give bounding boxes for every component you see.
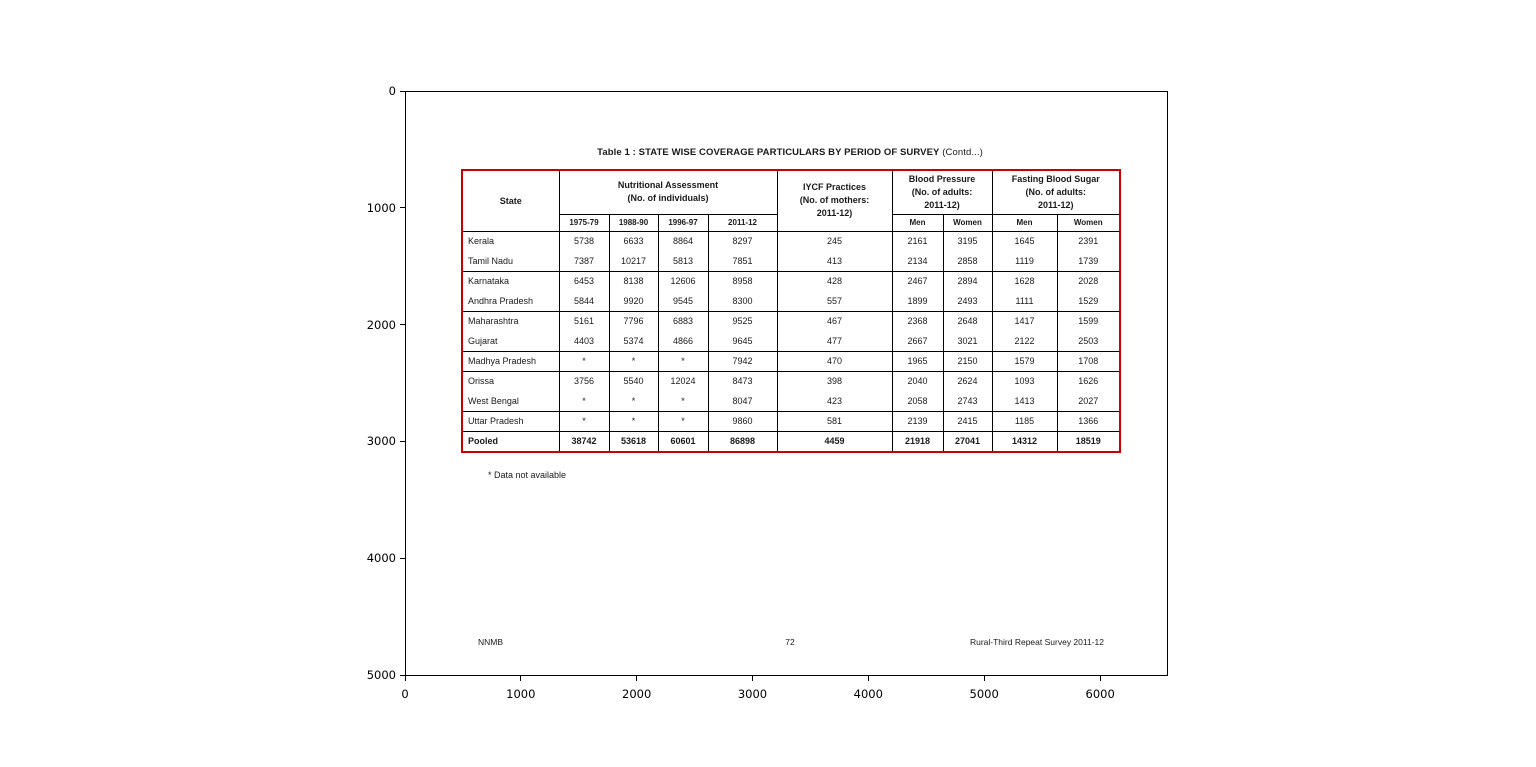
footer-right: Rural-Third Repeat Survey 2011-12: [969, 637, 1104, 647]
value-cell: *: [559, 391, 609, 411]
value-cell: *: [609, 391, 658, 411]
value-cell: 4403: [559, 331, 609, 351]
value-cell: 467: [777, 311, 892, 331]
table-body: [462, 231, 1120, 452]
value-cell: *: [609, 351, 658, 371]
table-row: [462, 391, 1120, 411]
x-tick-mark: [984, 676, 985, 681]
header-fasting-blood-sugar: [992, 170, 1120, 214]
value-cell: 1599: [1057, 311, 1120, 331]
table-row: [462, 351, 1120, 371]
header-line: (No. of adults:: [1025, 186, 1087, 197]
value-cell: 3756: [559, 371, 609, 391]
plot-area: [405, 91, 1168, 676]
state-cell: Kerala: [462, 231, 559, 251]
y-tick-label: 2000: [366, 317, 396, 332]
value-cell: 1529: [1057, 291, 1120, 311]
header-bp-women: Women: [943, 214, 992, 231]
value-cell: 6883: [658, 311, 708, 331]
state-cell: Tamil Nadu: [462, 251, 559, 271]
value-cell: 2858: [943, 251, 992, 271]
value-cell: 1111: [992, 291, 1057, 311]
table-row: [462, 251, 1120, 271]
state-cell: Orissa: [462, 371, 559, 391]
value-cell: 2415: [943, 411, 992, 431]
value-cell: 1628: [992, 271, 1057, 291]
header-state: State: [462, 170, 559, 231]
value-cell: 6633: [609, 231, 658, 251]
x-tick-label: 4000: [853, 687, 883, 701]
value-cell: 2467: [892, 271, 943, 291]
value-cell: 1579: [992, 351, 1057, 371]
value-cell: 2624: [943, 371, 992, 391]
header-fbs-men: Men: [992, 214, 1057, 231]
value-cell: 8047: [708, 391, 777, 411]
value-cell: *: [658, 351, 708, 371]
state-cell: Uttar Pradesh: [462, 411, 559, 431]
y-tick-mark: [400, 558, 405, 559]
y-tick-label: 4000: [366, 551, 396, 566]
value-cell: 2134: [892, 251, 943, 271]
value-cell: 53618: [609, 431, 658, 452]
value-cell: 245: [777, 231, 892, 251]
value-cell: 2139: [892, 411, 943, 431]
header-year: 1988-90: [609, 214, 658, 231]
table-row: [462, 371, 1120, 391]
value-cell: 21918: [892, 431, 943, 452]
y-tick-label: 5000: [366, 668, 396, 682]
table-row: [462, 311, 1120, 331]
value-cell: 1417: [992, 311, 1057, 331]
document-title-text: Table 1 : STATE WISE COVERAGE PARTICULARS BY PERIOD OF SURVEY: [597, 147, 940, 158]
footnote: * Data not available: [488, 470, 567, 480]
x-tick-mark: [636, 676, 637, 681]
value-cell: 1185: [992, 411, 1057, 431]
value-cell: 1626: [1057, 371, 1120, 391]
value-cell: 1708: [1057, 351, 1120, 371]
x-tick-mark: [520, 676, 521, 681]
value-cell: 27041: [943, 431, 992, 452]
value-cell: 2028: [1057, 271, 1120, 291]
table-row: [462, 431, 1120, 452]
table-row: [462, 331, 1120, 351]
y-tick-label: 1000: [366, 200, 396, 215]
value-cell: *: [559, 411, 609, 431]
value-cell: 2648: [943, 311, 992, 331]
x-tick-mark: [868, 676, 869, 681]
y-tick-mark: [400, 91, 405, 92]
value-cell: 7796: [609, 311, 658, 331]
y-tick-mark: [400, 207, 405, 208]
x-tick-mark: [405, 676, 406, 681]
value-cell: *: [658, 411, 708, 431]
value-cell: 14312: [992, 431, 1057, 452]
value-cell: 12024: [658, 371, 708, 391]
value-cell: 1645: [992, 231, 1057, 251]
header-line: IYCF Practices: [803, 182, 867, 193]
value-cell: 2368: [892, 311, 943, 331]
value-cell: 8958: [708, 271, 777, 291]
header-year: 1975-79: [559, 214, 609, 231]
header-year: 1996-97: [658, 214, 708, 231]
value-cell: 8864: [658, 231, 708, 251]
value-cell: 5813: [658, 251, 708, 271]
value-cell: 9920: [609, 291, 658, 311]
header-line: Fasting Blood Sugar: [1011, 173, 1100, 184]
value-cell: 7942: [708, 351, 777, 371]
value-cell: 413: [777, 251, 892, 271]
header-bp-men: Men: [892, 214, 943, 231]
state-cell: Andhra Pradesh: [462, 291, 559, 311]
header-line: 2011-12): [924, 199, 960, 210]
y-tick-mark: [400, 441, 405, 442]
x-tick-label: 1000: [506, 687, 536, 701]
value-cell: 7387: [559, 251, 609, 271]
coverage-table: [461, 169, 1121, 453]
state-cell: Karnataka: [462, 271, 559, 291]
value-cell: 2743: [943, 391, 992, 411]
y-tick-label: 3000: [366, 434, 396, 449]
value-cell: 1093: [992, 371, 1057, 391]
value-cell: 6453: [559, 271, 609, 291]
value-cell: 1739: [1057, 251, 1120, 271]
x-tick-label: 3000: [737, 687, 768, 701]
value-cell: 2058: [892, 391, 943, 411]
value-cell: 581: [777, 411, 892, 431]
y-tick-label: 0: [388, 84, 396, 98]
table-row: [462, 411, 1120, 431]
state-cell: Maharashtra: [462, 311, 559, 331]
value-cell: 86898: [708, 431, 777, 452]
value-cell: 2161: [892, 231, 943, 251]
value-cell: 1366: [1057, 411, 1120, 431]
value-cell: *: [559, 351, 609, 371]
state-cell: Madhya Pradesh: [462, 351, 559, 371]
value-cell: 4459: [777, 431, 892, 452]
footer-left: NNMB: [478, 637, 504, 647]
value-cell: 5540: [609, 371, 658, 391]
state-cell: Pooled: [462, 431, 559, 452]
value-cell: 2894: [943, 271, 992, 291]
value-cell: 5844: [559, 291, 609, 311]
value-cell: 5161: [559, 311, 609, 331]
value-cell: 3195: [943, 231, 992, 251]
value-cell: 8473: [708, 371, 777, 391]
value-cell: 428: [777, 271, 892, 291]
header-iycf-practices: [777, 170, 892, 231]
header-line: (No. of mothers:: [799, 195, 870, 206]
header-line: Nutritional Assessment: [617, 180, 719, 191]
value-cell: 4866: [658, 331, 708, 351]
value-cell: 2150: [943, 351, 992, 371]
value-cell: 2503: [1057, 331, 1120, 351]
header-nutritional-assessment: [559, 170, 777, 214]
value-cell: 470: [777, 351, 892, 371]
value-cell: 60601: [658, 431, 708, 452]
value-cell: 2667: [892, 331, 943, 351]
state-cell: West Bengal: [462, 391, 559, 411]
value-cell: 398: [777, 371, 892, 391]
state-cell: Gujarat: [462, 331, 559, 351]
value-cell: 38742: [559, 431, 609, 452]
header-fbs-women: Women: [1057, 214, 1120, 231]
value-cell: 1119: [992, 251, 1057, 271]
x-tick-label: 6000: [1085, 687, 1115, 701]
value-cell: 8297: [708, 231, 777, 251]
x-tick-label: 0: [401, 687, 409, 701]
y-tick-mark: [400, 324, 405, 325]
x-tick-mark: [1100, 676, 1101, 681]
value-cell: 477: [777, 331, 892, 351]
table-row: [462, 271, 1120, 291]
value-cell: 2027: [1057, 391, 1120, 411]
value-cell: 2040: [892, 371, 943, 391]
value-cell: 9645: [708, 331, 777, 351]
document-title-suffix: (Contd...): [939, 147, 983, 158]
document-page: [406, 92, 1167, 675]
value-cell: 3021: [943, 331, 992, 351]
footer-page-number: 72: [785, 637, 795, 647]
x-tick-label: 5000: [969, 687, 999, 701]
value-cell: 7851: [708, 251, 777, 271]
value-cell: 2391: [1057, 231, 1120, 251]
value-cell: 10217: [609, 251, 658, 271]
value-cell: 2493: [943, 291, 992, 311]
header-line: (No. of individuals): [627, 193, 709, 204]
x-tick-label: 2000: [622, 687, 652, 701]
value-cell: 12606: [658, 271, 708, 291]
value-cell: 18519: [1057, 431, 1120, 452]
header-line: 2011-12): [1038, 199, 1074, 210]
value-cell: 1413: [992, 391, 1057, 411]
header-line: 2011-12): [816, 208, 853, 219]
document-title: [461, 147, 1119, 158]
table-row: [462, 291, 1120, 311]
value-cell: 9545: [658, 291, 708, 311]
value-cell: *: [609, 411, 658, 431]
value-cell: 1899: [892, 291, 943, 311]
value-cell: 5738: [559, 231, 609, 251]
value-cell: 9860: [708, 411, 777, 431]
value-cell: *: [658, 391, 708, 411]
value-cell: 9525: [708, 311, 777, 331]
value-cell: 423: [777, 391, 892, 411]
value-cell: 5374: [609, 331, 658, 351]
value-cell: 8300: [708, 291, 777, 311]
table-row: [462, 231, 1120, 251]
value-cell: 8138: [609, 271, 658, 291]
x-tick-mark: [752, 676, 753, 681]
header-year: 2011-12: [708, 214, 777, 231]
header-blood-pressure: [892, 170, 992, 214]
value-cell: 2122: [992, 331, 1057, 351]
value-cell: 1965: [892, 351, 943, 371]
header-line: (No. of adults:: [911, 186, 973, 197]
header-line: Blood Pressure: [908, 173, 976, 184]
value-cell: 557: [777, 291, 892, 311]
